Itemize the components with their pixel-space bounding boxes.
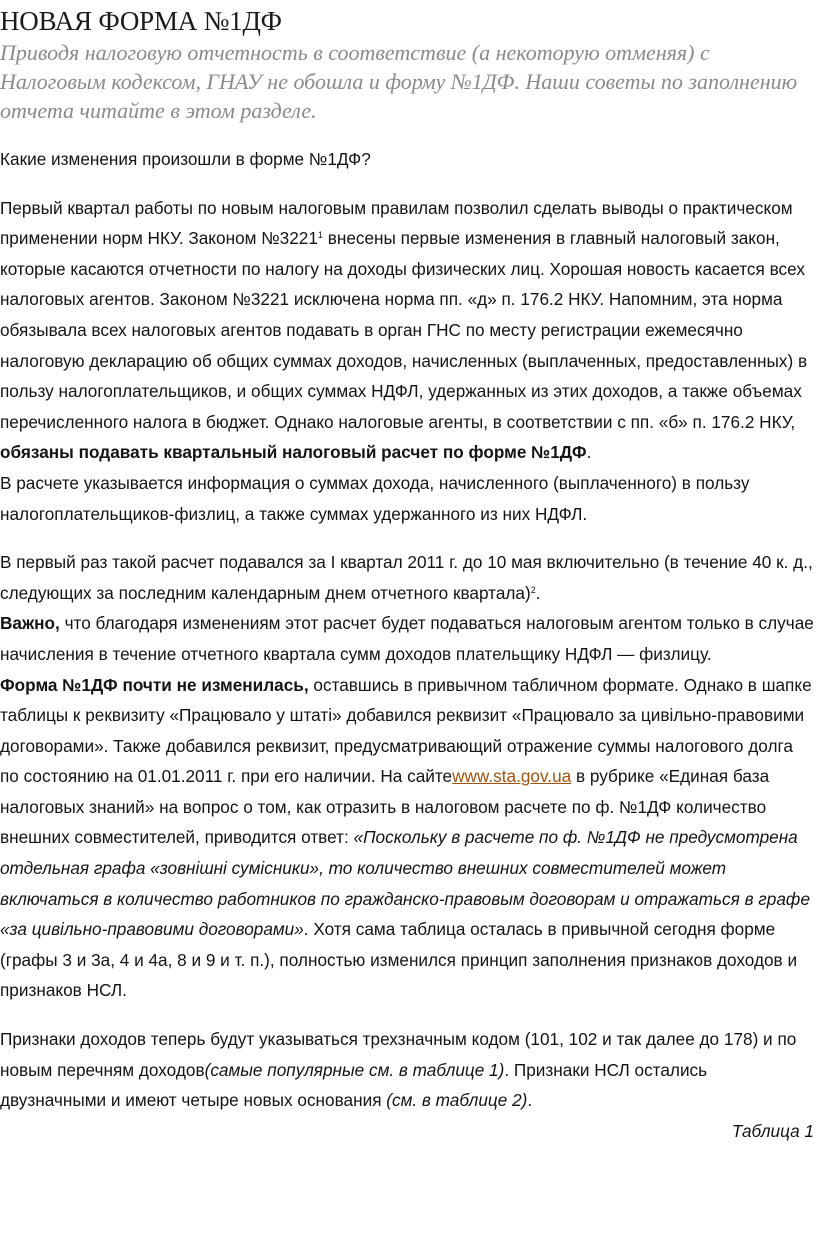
p5-text-1: оставшись в привычном табличном формате. Однако в шапке таблицы к реквизиту «Працювало у штаті» добавился реквизит «Працювало за цивільно-правовими договорами». Также добавился реквизит, предусматривающий отражение суммы налогового долга по состоянию на 01.01.2011 г. при его наличии. На сайте: [0, 674, 812, 787]
footnote-1-marker: 1: [317, 230, 323, 241]
p1-text-3: .: [586, 442, 592, 463]
p1-text-2: внесены первые изменения в главный налоговый закон, которые касаются отчетности по налогу на доходы физических лиц. Хорошая новость касается всех налоговых агентов. Законом №3221 исключена норма пп. «д» п. 176.2 НКУ. Напомним, эта норма обязывала всех налоговых агентов подавать в орган ГНС по месту регистрации ежемесячно налоговую декларацию об общих суммах доходов, начисленных (выплаченных, предоставленных) в пользу налогоплательщиков, и общих суммах НДФЛ, удержанных из этих доходов, а также объемах перечисленного налога в бюджет. Однако налоговые агенты, в соответствии с пп. «б» п. 176.2 НКУ,: [0, 228, 808, 432]
paragraph-4: [0, 608, 816, 669]
p3-text-1: В первый раз такой расчет подавался за I квартал 2011 г. до 10 мая включительно (в течение 40 к. д., следующих за последним календарным днем отчетного квартала): [0, 552, 813, 603]
section-question: Какие изменения произошли в форме №1ДФ?: [0, 149, 371, 169]
page-title: НОВАЯ ФОРМА №1ДФ: [0, 6, 282, 36]
paragraph-6: [0, 1024, 816, 1116]
p6-text-1: Признаки доходов теперь будут указываться трехзначным кодом (101, 102 и так далее до 178) и по новым перечням доходов: [0, 1029, 797, 1080]
p5-bold: Форма №1ДФ почти не изменилась,: [0, 674, 309, 695]
p4-bold: Важно,: [0, 613, 60, 634]
p5-text-2: в рубрике «Единая база налоговых знаний» на вопрос о том, как отразить в налоговом расчете по ф. №1ДФ количество внешних совместителей, приводится ответ:: [0, 766, 770, 848]
p1-text-1: Первый квартал работы по новым налоговым правилам позволил сделать выводы о практическом применении норм НКУ. Законом №3221: [0, 197, 793, 249]
p6-text-2: . Признаки НСЛ остались двузначными и имеют четыре новых основания: [0, 1059, 708, 1111]
p6-text-3: .: [527, 1090, 533, 1111]
paragraph-1: [0, 193, 816, 468]
paragraph-5: [0, 670, 816, 1007]
footnote-2-marker: 2: [530, 584, 536, 595]
paragraph-2: В расчете указывается информация о суммах дохода, начисленного (выплаченного) в пользу налогоплательщиков-физлиц, а также суммах удержанного из них НДФЛ.: [0, 472, 750, 524]
p5-quote: «Поскольку в расчете по ф. №1ДФ не предусмотрена отдельная графа «зовнішні сумісники», то количество внешних совместителей может включаться в количество работников по гражданско-правовым договорам и отражаться в графе «за цивільно-правовими договорами»: [0, 827, 811, 940]
article-lead: Приводя налоговую отчетность в соответствие (а некоторую отменяя) с Налоговым кодексом, ГНАУ не обошла и форму №1ДФ. Наши советы по заполнению отчета читайте в этом разделе.: [0, 40, 798, 123]
p5-text-3: . Хотя сама таблица осталась в привычной сегодня форме (графы 3 и 3а, 4 и 4а, 8 и 9 и т. п.), полностью изменился принцип заполнения признаков доходов и признаков НСЛ.: [0, 919, 798, 1001]
paragraph-3: [0, 547, 816, 608]
p3-text-2: .: [535, 582, 541, 603]
table-caption: Таблица 1: [731, 1120, 814, 1141]
p6-italic-1: (самые популярные см. в таблице 1): [204, 1059, 505, 1080]
p1-bold: обязаны подавать квартальный налоговый расчет по форме №1ДФ: [0, 442, 587, 463]
sta-link[interactable]: www.sta.gov.ua: [452, 766, 572, 787]
p6-italic-2: (см. в таблице 2): [386, 1090, 528, 1111]
p4-text: что благодаря изменениям этот расчет будет подаваться налоговым агентом только в случае начисления в течение отчетного квартала сумм доходов плательщику НДФЛ — физлицу.: [0, 613, 814, 664]
